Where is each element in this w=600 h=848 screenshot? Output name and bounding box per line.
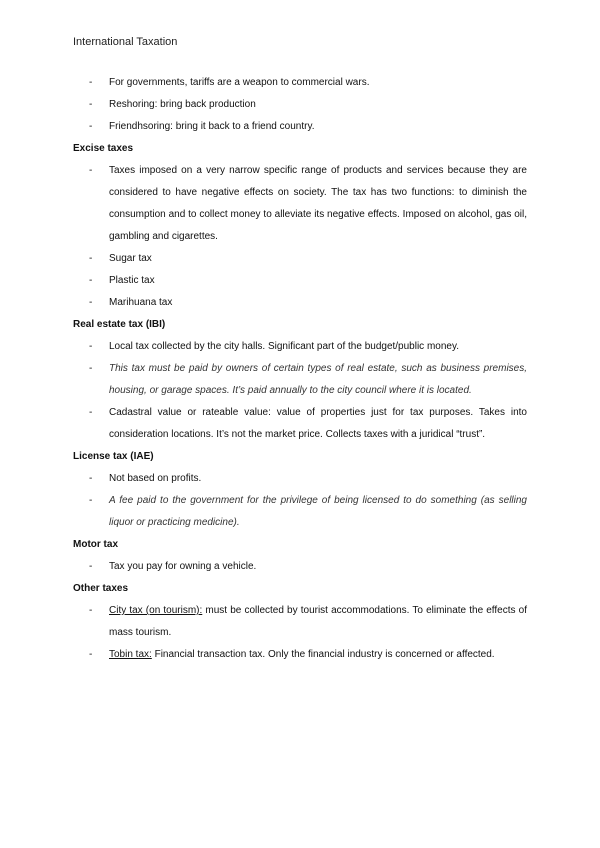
bullet-dash: - <box>89 473 93 484</box>
bullet-text <box>109 473 201 484</box>
bullet-body: Reshoring: bring back production <box>109 99 256 110</box>
bullet-item <box>73 402 527 446</box>
bullet-text <box>109 363 527 396</box>
page-header: International Taxation <box>73 36 178 48</box>
bullet-body: Local tax collected by the city halls. Significant part of the budget/public money. <box>109 341 460 352</box>
bullet-dash: - <box>89 297 93 308</box>
bullet-text <box>109 495 527 528</box>
bullet-dash: - <box>89 649 93 660</box>
bullet-body: A fee paid to the government for the privilege of being licensed to do something (as selling liquor or practicing medicine). <box>109 495 527 528</box>
bullet-text <box>109 341 459 352</box>
bullet-item <box>73 94 527 116</box>
bullet-text <box>109 253 152 264</box>
section-heading: Motor tax <box>73 539 118 550</box>
bullet-dash: - <box>89 77 93 88</box>
bullet-body: Plastic tax <box>109 275 155 286</box>
section-heading: Other taxes <box>73 583 129 594</box>
bullet-item <box>73 116 527 138</box>
bullet-text <box>109 121 314 132</box>
bullet-body: For governments, tariffs are a weapon to commercial wars. <box>109 77 370 88</box>
bullet-item <box>73 556 527 578</box>
bullet-item <box>73 292 527 314</box>
bullet-body: Not based on profits. <box>109 473 202 484</box>
bullet-body: Marihuana tax <box>109 297 173 308</box>
bullet-item <box>73 248 527 270</box>
bullet-text <box>109 297 172 308</box>
bullet-item <box>73 160 527 248</box>
bullet-text <box>109 407 527 440</box>
section-heading: License tax (IAE) <box>73 451 154 462</box>
bullet-dash: - <box>89 165 93 176</box>
bullet-item <box>73 490 527 534</box>
bullet-body: Cadastral value or rateable value: value of properties just for tax purposes. Takes into consideration locations. It’s not the market price. Collects taxes with a juridical “trust”. <box>109 407 527 440</box>
bullet-body: Tax you pay for owning a vehicle. <box>109 561 257 572</box>
document-body <box>73 72 527 666</box>
bullet-body: Taxes imposed on a very narrow specific range of products and services because they are considered to have negative effects on society. The tax has two functions: to diminish the consumption and to collect money to alleviate its negative effects. Imposed on alcohol, gas oil, gambling and cigarettes. <box>109 165 527 242</box>
term-label: City tax (on tourism): <box>109 605 203 616</box>
bullet-body: This tax must be paid by owners of certain types of real estate, such as business premises, housing, or garage spaces. It’s paid annually to the city council where it is located. <box>109 363 527 396</box>
bullet-item <box>73 600 527 644</box>
bullet-text <box>109 99 256 110</box>
bullet-body: Sugar tax <box>109 253 152 264</box>
bullet-dash: - <box>89 407 93 418</box>
bullet-item <box>73 468 527 490</box>
bullet-dash: - <box>89 341 93 352</box>
bullet-dash: - <box>89 561 93 572</box>
bullet-dash: - <box>89 605 93 616</box>
term-label: Tobin tax: <box>109 649 152 660</box>
bullet-text <box>109 77 369 88</box>
bullet-text <box>109 275 155 286</box>
bullet-dash: - <box>89 275 93 286</box>
bullet-text <box>109 605 527 638</box>
bullet-item <box>73 72 527 94</box>
section-heading: Excise taxes <box>73 143 134 154</box>
bullet-dash: - <box>89 495 93 506</box>
bullet-text <box>109 561 256 572</box>
section-heading: Real estate tax (IBI) <box>73 319 166 330</box>
bullet-text <box>109 165 527 242</box>
bullet-text <box>109 649 495 660</box>
bullet-body: must be collected by tourist accommodations. To eliminate the effects of mass tourism. <box>109 605 527 638</box>
bullet-dash: - <box>89 363 93 374</box>
bullet-item <box>73 358 527 402</box>
bullet-body: Friendhsoring: bring it back to a friend country. <box>109 121 315 132</box>
bullet-item <box>73 270 527 292</box>
bullet-dash: - <box>89 99 93 110</box>
bullet-item <box>73 336 527 358</box>
bullet-item <box>73 644 527 666</box>
bullet-body: Financial transaction tax. Only the financial industry is concerned or affected. <box>151 649 495 660</box>
bullet-dash: - <box>89 253 93 264</box>
bullet-dash: - <box>89 121 93 132</box>
